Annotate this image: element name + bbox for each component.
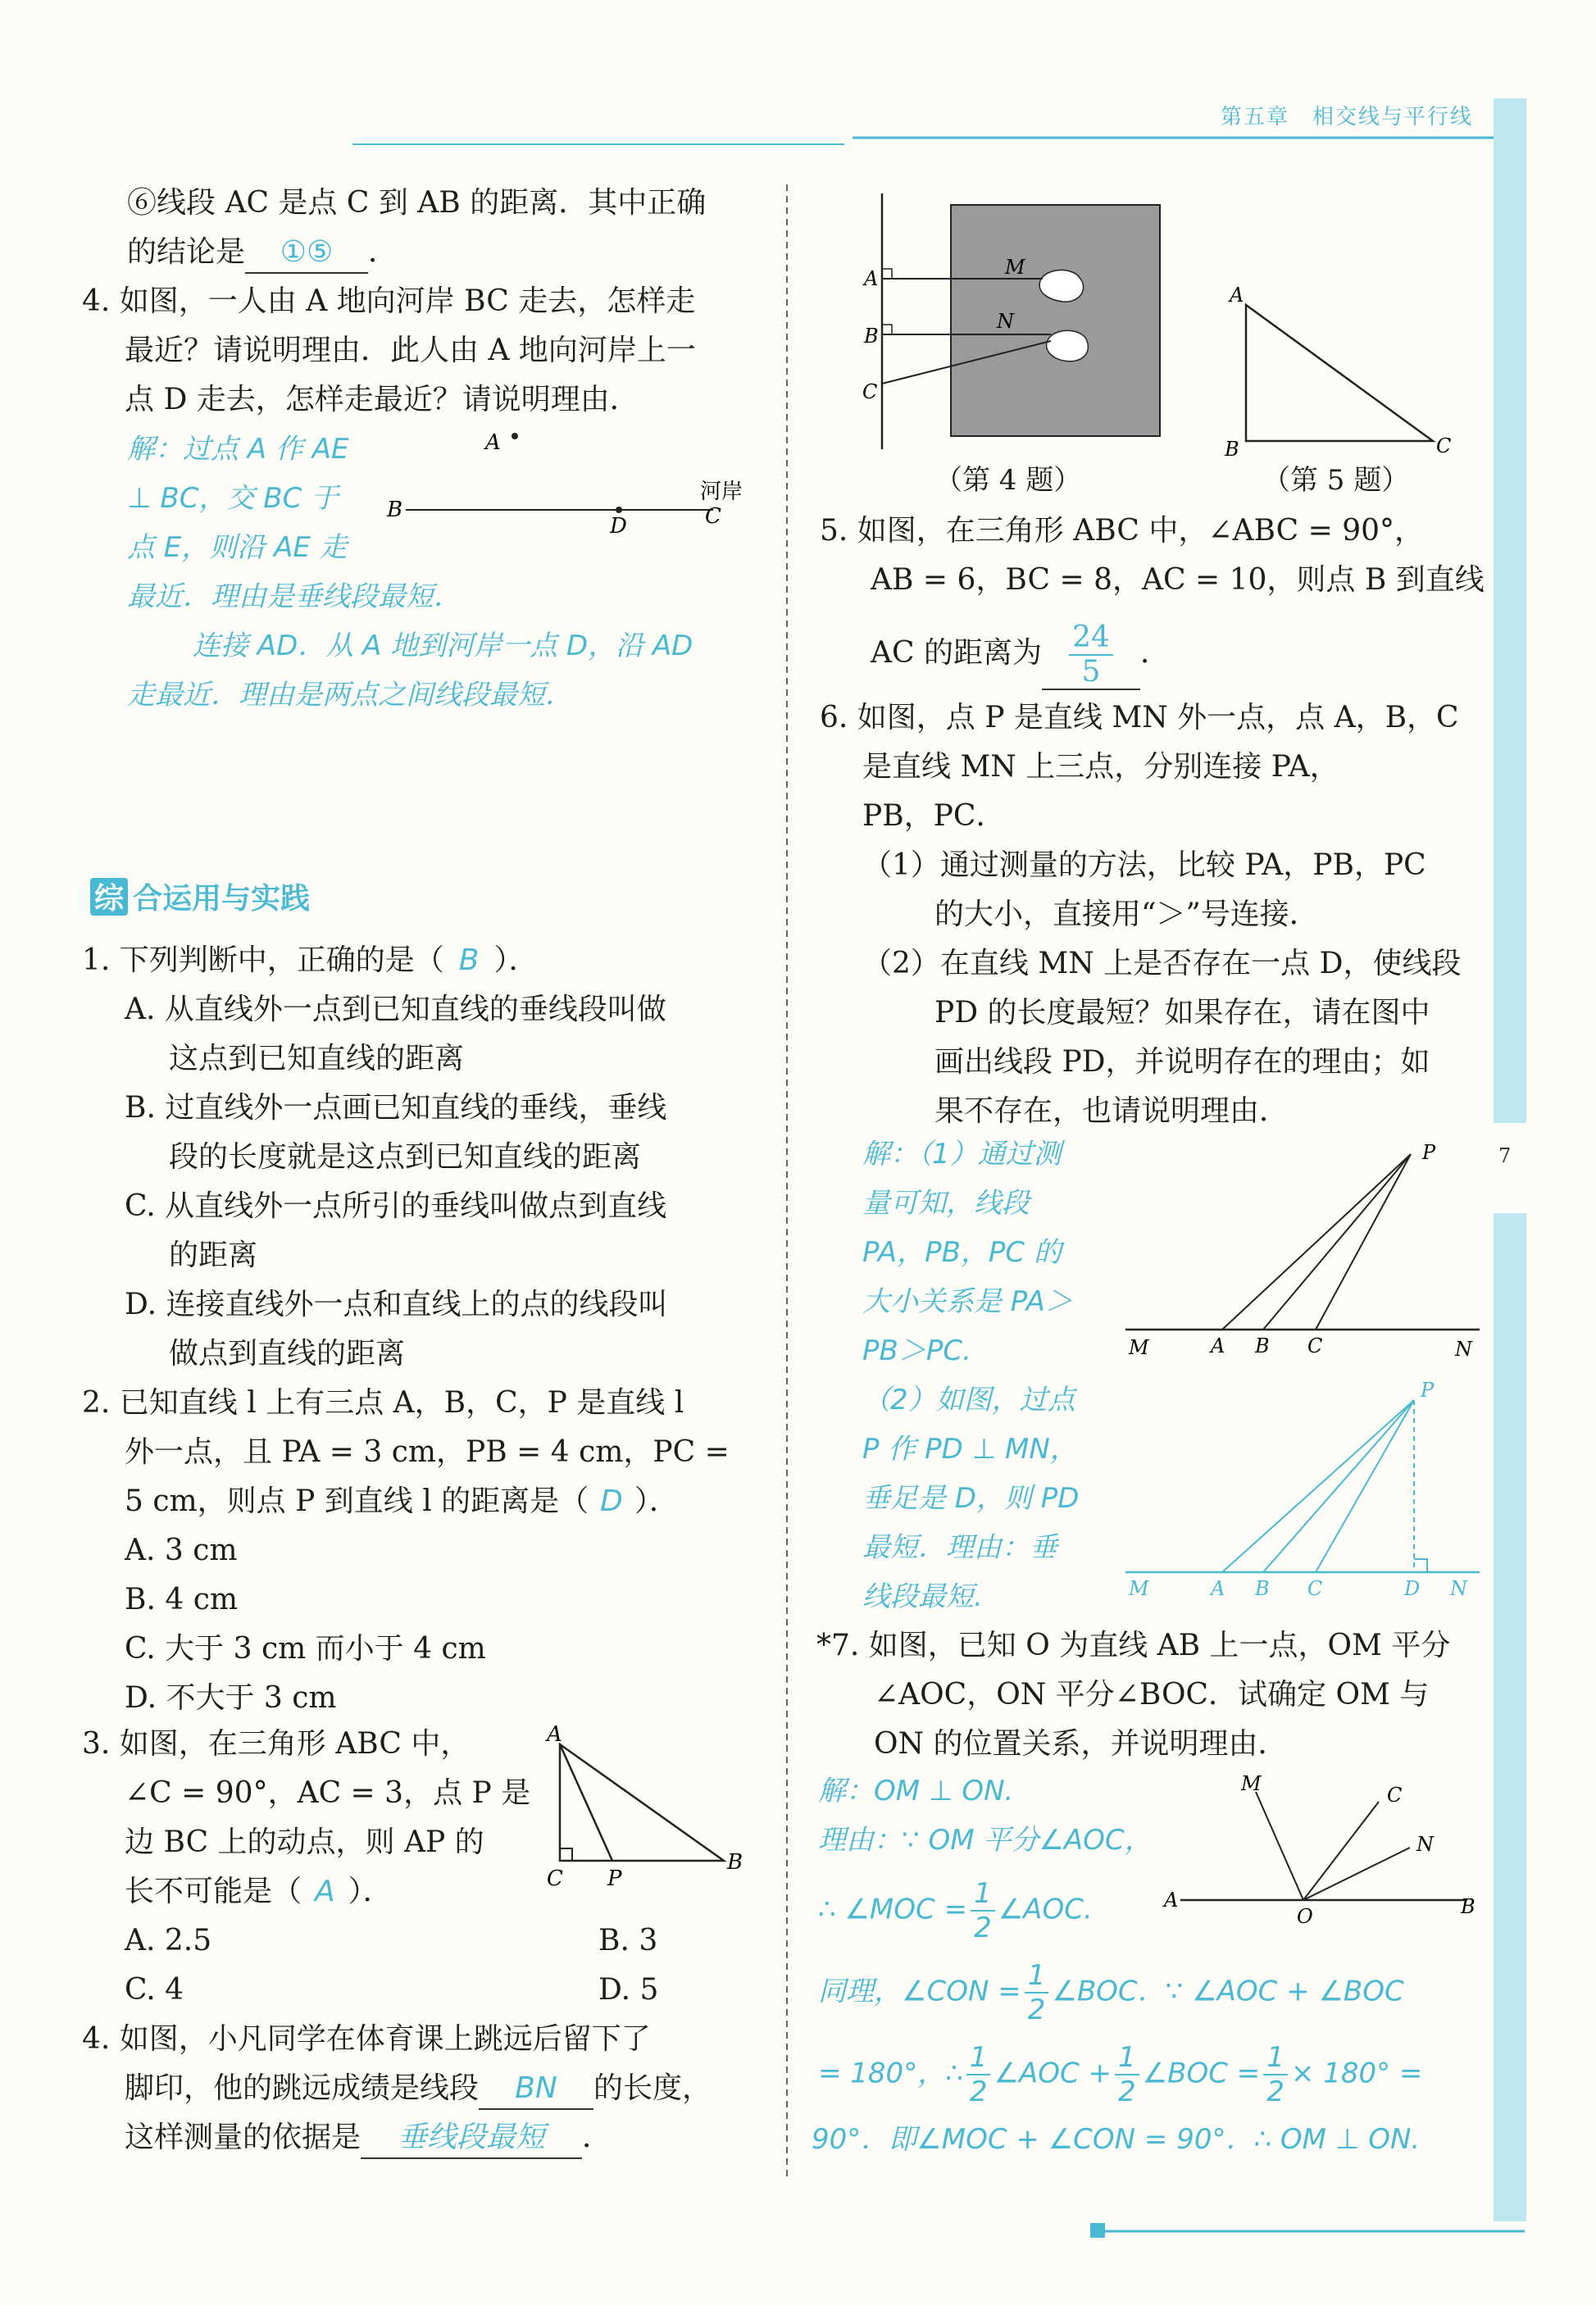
p6-sol-line: 线段最短. (862, 1580, 983, 1613)
p6-solution-1 (862, 1130, 1073, 1375)
p6-solution-2 (862, 1375, 1079, 1621)
q6-line2: 的结论是 (127, 235, 246, 269)
q4-line: 4. 如图，一人由 A 地向河岸 BC 走去，怎样走 (82, 284, 696, 318)
p6-sol-line: PB＞PC. (862, 1334, 971, 1367)
footer-square (1090, 2223, 1105, 2238)
label-a: A (547, 1722, 562, 1747)
label-n: N (1455, 1338, 1472, 1361)
p6-sub2: 果不存在，也请说明理由． (934, 1094, 1289, 1128)
p7-line: ∠AOC，ON 平分∠BOC．试确定 OM 与 (874, 1678, 1430, 1712)
label-p: P (1422, 1141, 1436, 1164)
segment-pc (1316, 1400, 1414, 1572)
point-d (616, 507, 622, 513)
label-b: B (1461, 1895, 1476, 1918)
label-a: A (1211, 1577, 1225, 1600)
label-b: B (1255, 1334, 1270, 1357)
chapter-header: 第五章 相交线与平行线 (1220, 105, 1473, 130)
ray-oc (1303, 1802, 1379, 1900)
right-angle-a (882, 269, 892, 279)
practice-6 (820, 693, 1461, 1136)
practice-4 (82, 2015, 712, 2162)
p2-line: 5 cm，则点 P 到直线 l 的距离是（ (125, 1484, 589, 1518)
label-d: D (1404, 1577, 1421, 1600)
label-p: P (607, 1866, 622, 1891)
label-n: N (1450, 1577, 1467, 1600)
p4-line: 这样测量的依据是 (125, 2121, 361, 2154)
p3-option-b: B. 3 (598, 1924, 658, 1957)
p6-sub2: （2）在直线 MN 上是否存在一点 D，使线段 (862, 947, 1462, 980)
p3-answer: A (315, 1875, 335, 1908)
p3-option-a: A. 2.5 (125, 1924, 212, 1957)
segment-pb (1263, 1154, 1411, 1330)
p6-line: 是直线 MN 上三点，分别连接 PA， (862, 750, 1339, 784)
label-m: M (1129, 1577, 1149, 1600)
label-c: C (1307, 1334, 1323, 1357)
half-den: 2 (969, 2075, 988, 2108)
p1-stem: 1. 下列判断中，正确的是（ (82, 943, 444, 977)
p7-line: ON 的位置关系，并说明理由． (874, 1727, 1288, 1761)
half-num: 1 (1263, 2041, 1288, 2075)
label-c: C (705, 504, 721, 529)
side-bar-bottom (1494, 1213, 1526, 2221)
p5-answer-den: 5 (1081, 655, 1101, 689)
sandpit (951, 205, 1160, 436)
q4-line: 最近？请说明理由．此人由 A 地向河岸上一 (125, 334, 696, 367)
p6-sol-line: （2）如图，过点 (862, 1384, 1075, 1416)
p4-end: ． (582, 2121, 612, 2154)
q4-sol-line: ⊥ BC，交 BC 于 (127, 482, 339, 515)
half-den: 2 (1266, 2075, 1285, 2108)
practice-7 (816, 1621, 1450, 1769)
p1-option: C. 从直线外一点所引的垂线叫做点到直线 (125, 1189, 667, 1223)
p7-solution-line-1: 解：OM ⊥ ON. (818, 1775, 1014, 1807)
label-b: B (387, 498, 403, 522)
p2-answer: D (600, 1484, 623, 1518)
half-den: 2 (1027, 1994, 1046, 2026)
label-m: M (1129, 1336, 1149, 1359)
right-angle-d (1414, 1559, 1427, 1572)
p7-line: *7. 如图，已知 O 为直线 AB 上一点，OM 平分 (816, 1629, 1451, 1662)
label-p: P (1421, 1379, 1435, 1402)
p1-option: B. 过直线外一点画已知直线的垂线，垂线 (125, 1091, 667, 1125)
p4-line: 4. 如图，小凡同学在体育课上跳远后留下了 (82, 2022, 651, 2056)
question-6-tail: ⑥线段 AC 是点 C 到 AB 的距离．其中正确 的结论是 ①⑤ ． (127, 179, 706, 277)
half-den: 2 (974, 1912, 992, 1944)
p6-sub1: 的大小，直接用“＞”号连接． (934, 898, 1319, 931)
label-c: C (547, 1866, 563, 1891)
p5-end: ． (1140, 636, 1171, 670)
side-bar-top (1494, 98, 1526, 1123)
p7-solution-line-6: 90°．即∠MOC + ∠CON = 90°．∴ OM ⊥ ON. (812, 2123, 1421, 2156)
label-a: A (864, 267, 879, 290)
p2-option: D. 不大于 3 cm (125, 1681, 337, 1715)
p5-line: 5. 如图，在三角形 ABC 中，∠ABC = 90°， (820, 514, 1425, 548)
p2-line: 外一点，且 PA = 3 cm，PB = 4 cm，PC = (125, 1435, 730, 1469)
p4-answer2: 垂线段最短 (398, 2121, 546, 2154)
p3-line: 长不可能是（ (125, 1875, 302, 1908)
p6-sol-line: PA，PB，PC 的 (862, 1236, 1062, 1269)
p1-option: D. 连接直线外一点和直线上的点的线段叫 (125, 1288, 668, 1321)
p3-line: ∠C = 90°，AC = 3，点 P 是 (125, 1776, 531, 1810)
label-b: B (1225, 438, 1239, 461)
p7-angle-figure (1156, 1762, 1484, 1926)
p1-option: A. 从直线外一点到已知直线的垂线段叫做 (125, 993, 666, 1026)
p7-sol5-b: ∠AOC + (994, 2057, 1112, 2090)
fig-5-caption: （第 5 题） (1262, 464, 1410, 497)
label-a: A (485, 430, 501, 455)
p7-sol3-post: ∠AOC. (998, 1893, 1093, 1926)
half-num: 1 (966, 2041, 991, 2075)
right-angle-b (882, 325, 892, 334)
triangle-abc (1246, 305, 1433, 441)
half-num: 1 (1025, 1959, 1049, 1994)
footprint-n (1047, 330, 1089, 361)
label-a: A (1230, 284, 1244, 307)
ray-on (1303, 1848, 1410, 1900)
p6-sub2: 画出线段 PD，并说明存在的理由；如 (934, 1045, 1430, 1079)
label-river: 河岸 (700, 480, 743, 504)
p6-sol-line: 量可知，线段 (862, 1187, 1030, 1220)
q4-sol-line: 点 E，则沿 AE 走 (127, 531, 348, 564)
practice-5 (820, 507, 1485, 690)
page-number: 7 (1498, 1144, 1512, 1167)
label-a: A (1211, 1334, 1225, 1357)
half-den: 2 (1118, 2075, 1136, 2108)
p1-option: 的距离 (169, 1239, 258, 1272)
p6-figure-2 (1119, 1377, 1488, 1607)
question-4 (82, 277, 696, 425)
label-a: A (1164, 1889, 1179, 1912)
p7-solution-line-3 (818, 1877, 1093, 1944)
q4-sol-line: 走最近．理由是两点之间线段最短． (127, 679, 573, 712)
p7-sol5-d: × 180° = (1290, 2057, 1423, 2090)
p3-end: ）． (348, 1875, 393, 1908)
p1-answer: B (458, 943, 480, 977)
practice-3 (82, 1720, 530, 1916)
label-b: B (864, 325, 879, 348)
p7-solution-line-2: 理由：∵ OM 平分∠AOC， (818, 1824, 1153, 1857)
p2-option: C. 大于 3 cm 而小于 4 cm (125, 1632, 486, 1666)
label-m: M (1005, 256, 1025, 279)
section-heading (90, 875, 310, 917)
fig-4-footprint (844, 187, 1172, 498)
p6-sol-line: 最短．理由：垂 (862, 1531, 1057, 1564)
p7-solution-line-4 (818, 1959, 1404, 2026)
practice-2 (82, 1379, 730, 1723)
section-title: 合运用与实践 (133, 882, 311, 916)
p6-sol-line: 解：（1）通过测 (862, 1138, 1062, 1171)
p1-option: 做点到直线的距离 (169, 1337, 406, 1371)
right-angle-mark (560, 1848, 572, 1861)
half-num: 1 (1115, 2041, 1139, 2075)
p7-solution-line-5 (818, 2041, 1422, 2108)
p6-sol-line: P 作 PD ⊥ MN， (862, 1433, 1078, 1466)
label-c: C (1307, 1577, 1323, 1600)
p3-option-d: D. 5 (598, 1973, 659, 2007)
segment-pb (1263, 1400, 1414, 1572)
q4-line: 点 D 走去，怎样走最近？请说明理由． (125, 383, 639, 416)
half-num: 1 (971, 1877, 995, 1912)
p1-end: ）． (493, 943, 539, 977)
label-o: O (1297, 1905, 1313, 1926)
p4-line: 脚印，他的跳远成绩是线段 (125, 2071, 480, 2105)
label-d: D (610, 514, 627, 539)
segment-pc (1316, 1154, 1411, 1330)
label-n: N (1416, 1833, 1434, 1856)
fig-5-triangle (1213, 279, 1476, 467)
q6-line1: ⑥线段 AC 是点 C 到 AB 的距离．其中正确 (127, 186, 707, 220)
label-c: C (1436, 434, 1452, 457)
label-b: B (727, 1850, 743, 1875)
q6-answer: ①⑤ (280, 235, 334, 269)
ray-om (1256, 1792, 1303, 1900)
p5-answer-num: 24 (1069, 621, 1113, 656)
p6-figure-1 (1119, 1139, 1488, 1369)
p1-option: 这点到已知直线的距离 (169, 1042, 465, 1075)
p3-line: 边 BC 上的动点，则 AP 的 (125, 1825, 484, 1859)
p7-sol4-post: ∠BOC．∵ ∠AOC + ∠BOC (1052, 1975, 1404, 2008)
triangle-abc (560, 1744, 724, 1861)
point-a (512, 433, 518, 439)
practice-1 (82, 936, 667, 1379)
p5-line: AC 的距离为 (871, 636, 1042, 670)
p6-line: PB，PC． (862, 799, 1006, 833)
p4-answer1: BN (515, 2071, 557, 2105)
p3-option-c: C. 4 (125, 1973, 184, 2007)
p7-sol5-a: = 180°，∴ (818, 2057, 963, 2090)
p7-sol4-pre: 同理，∠CON = (818, 1975, 1021, 2008)
label-c: C (862, 380, 878, 403)
p6-sol-line: 大小关系是 PA＞ (862, 1285, 1073, 1318)
p6-sol-line: 垂足是 D，则 PD (862, 1482, 1080, 1515)
p2-option: B. 4 cm (125, 1583, 238, 1616)
segment-pa (1222, 1400, 1414, 1572)
p1-option: 段的长度就是这点到已知直线的距离 (169, 1140, 642, 1174)
p6-line: 6. 如图，点 P 是直线 MN 外一点，点 A，B，C (820, 701, 1459, 734)
p2-line: 2. 已知直线 l 上有三点 A，B，C，P 是直线 l (82, 1386, 684, 1420)
p4-line: 的长度， (593, 2071, 712, 2105)
p2-option: A. 3 cm (125, 1534, 238, 1567)
label-m: M (1241, 1772, 1262, 1795)
p3-triangle-figure (537, 1721, 750, 1894)
segment-pa (1222, 1154, 1411, 1330)
p6-sub1: （1）通过测量的方法，比较 PA，PB，PC (862, 848, 1426, 882)
p2-end: ）． (634, 1484, 679, 1518)
label-n: N (997, 310, 1014, 333)
label-c: C (1387, 1784, 1403, 1807)
q4-sol-line: 最近．理由是垂线段最短． (127, 580, 462, 613)
p5-line: AB = 6，BC = 8，AC = 10，则点 B 到直线 (871, 563, 1485, 597)
p7-sol3-pre: ∴ ∠MOC = (818, 1893, 968, 1926)
label-b: B (1255, 1577, 1270, 1600)
section-icon: 综 (90, 878, 128, 916)
p7-sol5-c: ∠BOC = (1142, 2057, 1261, 2090)
q4-sol-line: 连接 AD．从 A 地到河岸一点 D，沿 AD (193, 630, 693, 662)
fig-4-caption: （第 4 题） (934, 464, 1082, 497)
q4-sol-line: 解：过点 A 作 AE (127, 433, 349, 466)
p3-line: 3. 如图，在三角形 ABC 中， (82, 1727, 471, 1761)
q4-river-figure (377, 426, 762, 549)
p6-sub2: PD 的长度最短？如果存在，请在图中 (934, 996, 1430, 1030)
